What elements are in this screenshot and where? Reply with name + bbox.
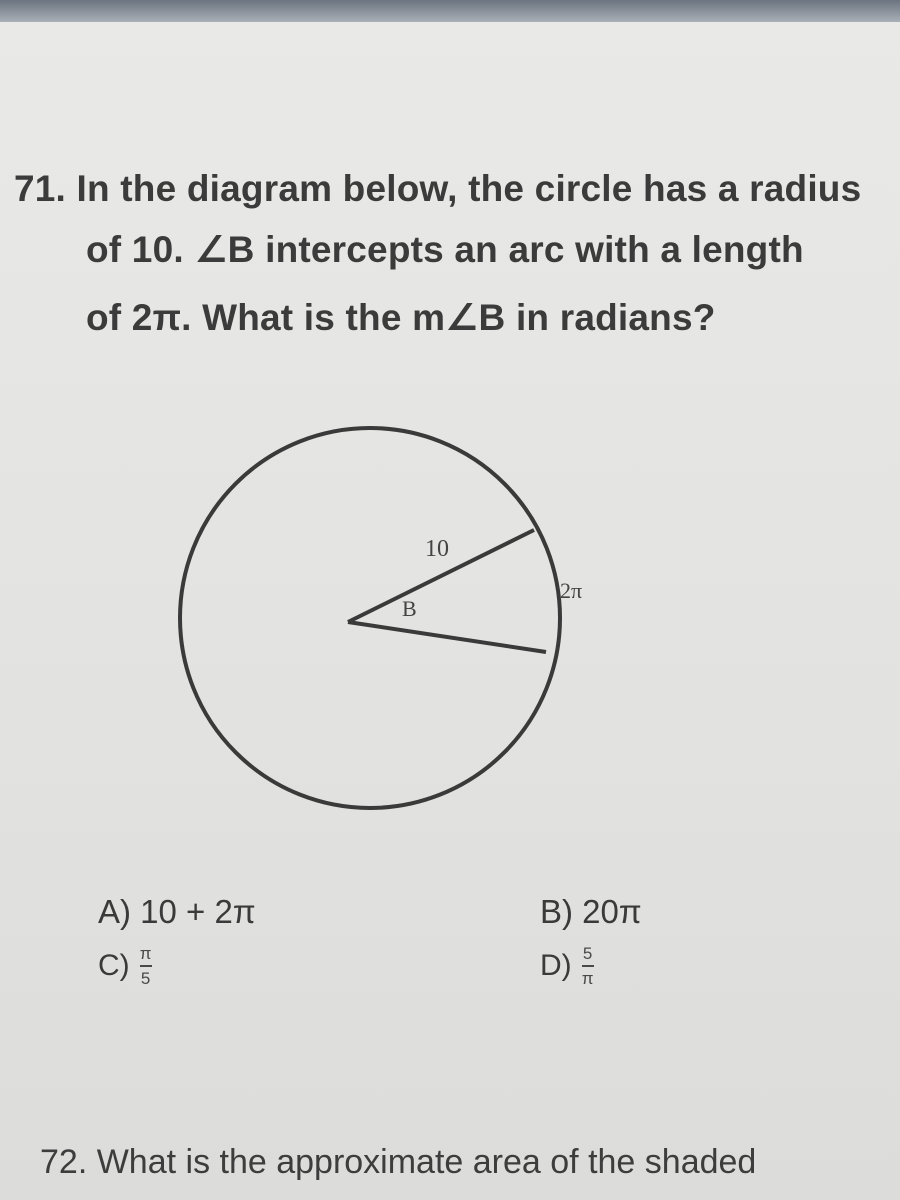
arc-label: 2π bbox=[560, 578, 583, 603]
answer-c-letter: C) bbox=[98, 949, 130, 982]
circle bbox=[180, 428, 560, 808]
answer-d bbox=[540, 945, 594, 987]
answer-b: B) 20π bbox=[540, 893, 642, 930]
answer-d-denominator: π bbox=[581, 969, 594, 988]
fraction-bar bbox=[140, 965, 152, 967]
answer-d-letter: D) bbox=[540, 949, 572, 982]
top-edge bbox=[0, 0, 900, 22]
answer-c-numerator: π bbox=[139, 944, 152, 963]
answer-c-fraction bbox=[140, 945, 152, 987]
radius-label: 10 bbox=[425, 536, 449, 562]
circle-diagram bbox=[140, 420, 600, 840]
fraction-bar bbox=[582, 965, 594, 967]
answer-c bbox=[98, 945, 152, 987]
question-71-line-2: of 10. ∠B intercepts an arc with a length bbox=[86, 229, 804, 270]
question-71-line-1: 71. In the diagram below, the circle has a radius bbox=[14, 168, 862, 209]
answer-c-denominator: 5 bbox=[140, 969, 151, 988]
question-72-line-1: 72. What is the approximate area of the shaded bbox=[40, 1143, 757, 1181]
answer-a: A) 10 + 2π bbox=[98, 893, 256, 930]
radius-lower bbox=[348, 622, 546, 652]
angle-label: B bbox=[402, 596, 417, 621]
question-71-line-3: of 2π. What is the m∠B in radians? bbox=[86, 297, 716, 338]
answer-d-numerator: 5 bbox=[582, 944, 593, 963]
answer-d-fraction bbox=[582, 945, 594, 987]
